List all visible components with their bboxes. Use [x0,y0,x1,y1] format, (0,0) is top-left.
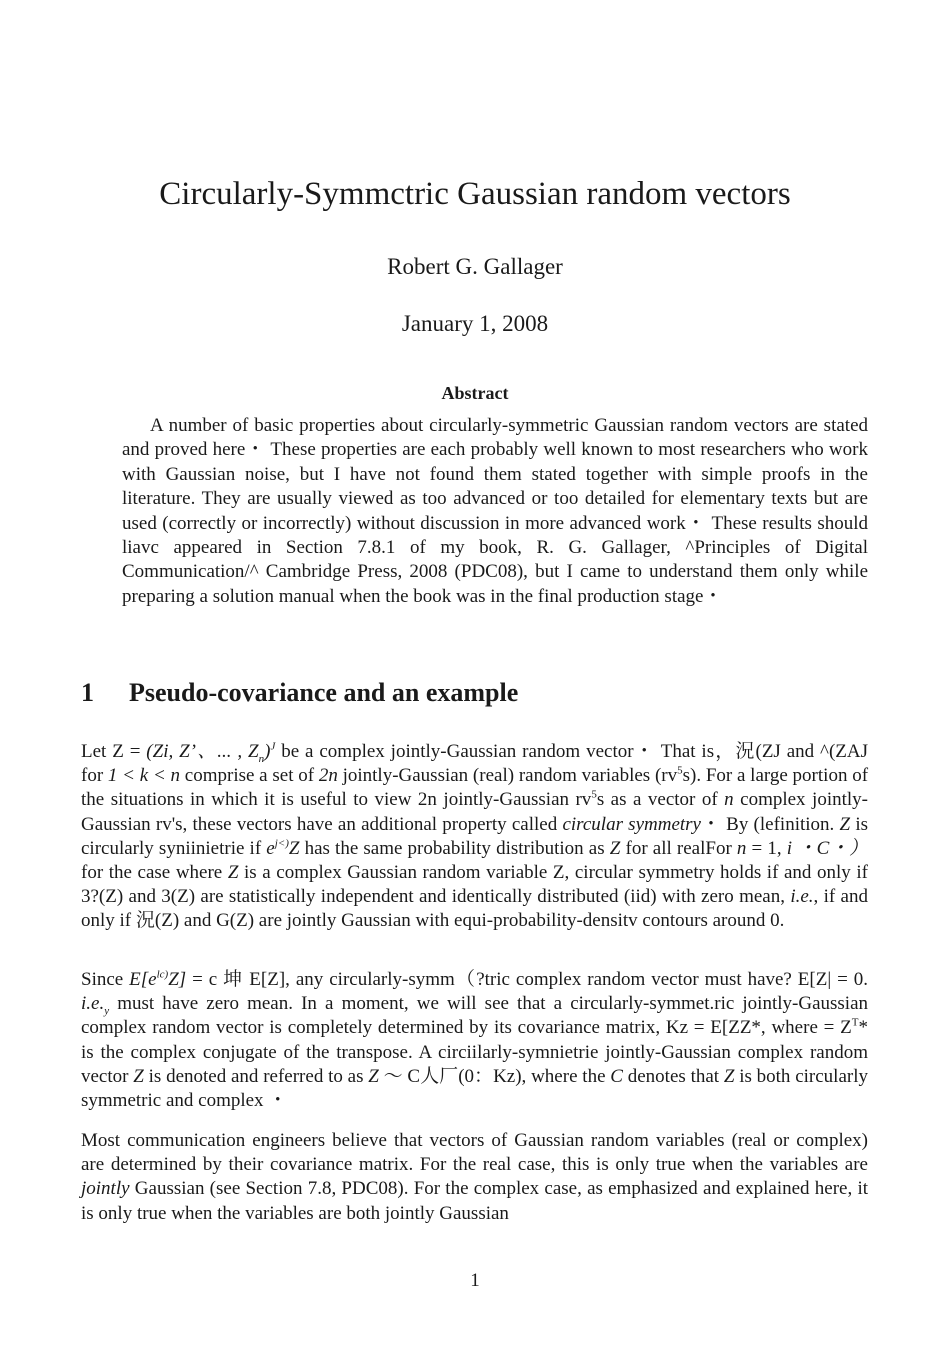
section-title: Pseudo-covariance and an example [129,678,519,707]
paragraph-3: Most communication engineers believe that vectors of Gaussian random variables (real or complex) are determined by their covariance matrix. For the real case, this is only true when the variables are jointly Gaussian (see Section 7.8, PDC08). For the complex case, as emphasized and explained here, it is only true when the variables are both jointly Gaussian [81,1130,868,1224]
author-name: Robert G. Gallager [387,254,563,279]
section-heading [81,678,518,708]
paragraph-1: Let Z = (Zi, Z’、... , $Z_n)^J$ be a complex jointly-Gaussian random vector・ That is，況(ZJ and ^(ZAJ for 1 < k < n comprise a set of 2n jointly-Gaussian (real) random variables $(rv^5s)$. For a large portion of the situations in which it is useful to view 2n jointly-Gaussian $rv^5s$ as a vector of n complex jointly-Gaussian rv's, these vectors have an additional property called circular symmetry・ By (lefinition. Z is circularly syniinietrie if $e^{j<)}Z$ has the same probability distribution as Z for all realFor n = 1, i ・C・）for the case where Z is a complex Gaussian random variable Z, circular symmetry holds if and only if 3?(Z) and 3(Z) are statistically independent and identically distributed (iid) with zero mean, i.e., if and only if 況(Z) and G(Z) are jointly Gaussian with equi-probability-densitv contours around 0. [81,740,869,932]
abstract-text: A number of basic properties about circularly-symmetric Gaussian random vectors are stated and proved here・ These properties are each probably well known to most researchers who work with Gaussian noise, but I have not found them stated together with simple proofs in the literature. They are usually viewed as too advanced or too detailed for elementary texts but are used (correctly or incorrectly) without discussion in more advanced work・ These results should liavc appeared in Section 7.8.1 of my book, R. G. Gallager, ^Principles of Digital Communication/^ Cambridge Press, 2008 (PDC08), but I came to understand them only while preparing a solution manual when the book was in the final production stage・ [122,415,868,607]
abstract-heading: Abstract [441,383,509,403]
paper-title: Circularly-Symmctric Gaussian random vectors [159,176,791,212]
page-number: 1 [470,1270,480,1291]
paragraph-2: Since $E[e^{lc)}Z] = c$ 坤 E[Z], any circularly-symm（?tric complex random vector must have? E[Z| = 0. $i.e._y$ must have zero mean. In a moment, we will see that a circularly-symmet.ric jointly-Gaussian complex random vector is completely determined by its covariance matrix, Kz = E[ZZ*, where = $Z^T*$ is the complex conjugate of the transpose. A circiilarly-symnietrie jointly-Gaussian complex random vector Z is denoted and referred to as Z 〜 C人厂(0：Kz), where the C denotes that Z is both circularly symmetric and complex ・ [81,968,869,1112]
section-number: 1 [81,678,94,707]
publication-date: January 1, 2008 [401,311,549,336]
